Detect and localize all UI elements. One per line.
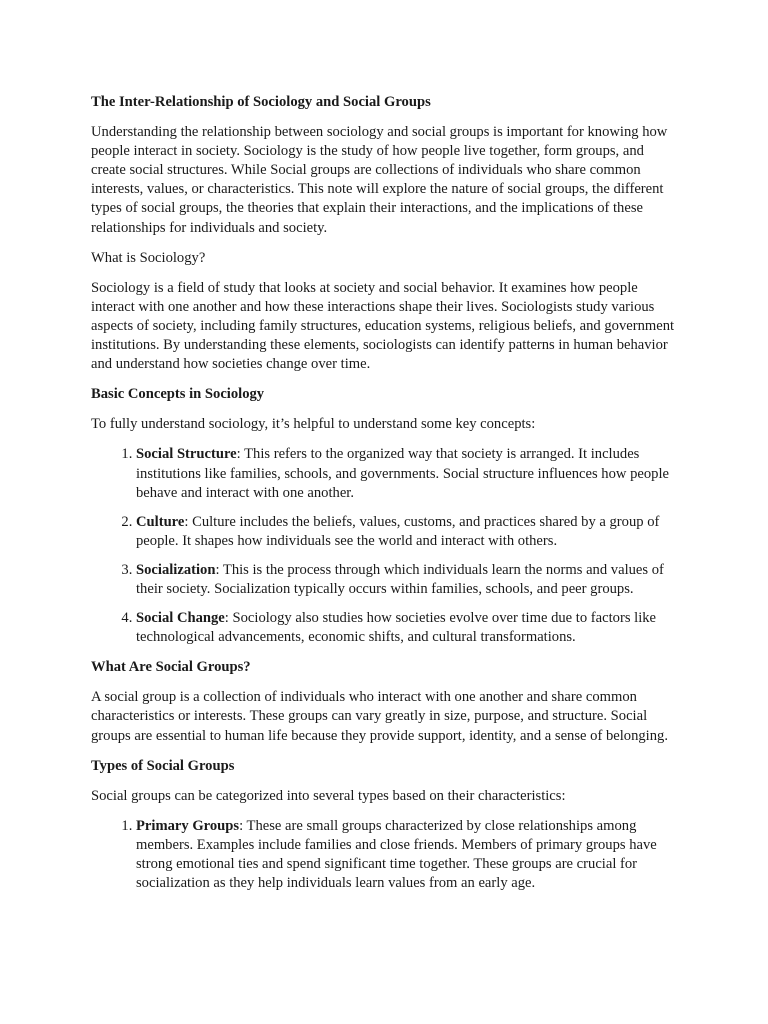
concept-desc: : This is the process through which individuals learn the norms and values of their society. Socialization typically occurs within families, schools, and peer groups. xyxy=(136,561,664,597)
concept-desc: : Sociology also studies how societies evolve over time due to factors like technological advancements, economic shifts, and cultural transformations. xyxy=(136,610,657,646)
what-is-sociology-heading: What is Sociology? xyxy=(91,249,206,266)
list-item xyxy=(136,445,681,502)
social-groups-heading: What Are Social Groups? xyxy=(91,659,251,676)
concept-desc: : This refers to the organized way that society is arranged. It includes institutions like families, schools, and governments. Social structure influences how people behave and interact with one another. xyxy=(136,446,669,501)
list-item xyxy=(136,817,681,893)
document-title: The Inter-Relationship of Sociology and Social Groups xyxy=(91,94,431,110)
list-item xyxy=(136,513,681,551)
document-page xyxy=(91,93,681,904)
what-is-sociology-paragraph: Sociology is a field of study that looks at society and social behavior. It examines how people interact with one another and how these interactions shape their lives. Sociologists study various aspects of society, including family structures, education systems, religious beliefs, and government institutions. By understanding these elements, sociologists can identify patterns in human behavior and understand how societies change over time. xyxy=(91,279,675,373)
type-term: Primary Groups xyxy=(136,817,240,834)
basic-concepts-heading: Basic Concepts in Sociology xyxy=(91,386,265,403)
concept-term: Socialization xyxy=(136,561,216,578)
concept-desc: : Culture includes the beliefs, values, customs, and practices shared by a group of people. It shapes how individuals see the world and interact with others. xyxy=(136,513,660,549)
intro-paragraph: Understanding the relationship between sociology and social groups is important for knowing how people interact in society. Sociology is the study of how people live together, form groups, and create social structures. While Social groups are collections of individuals who share common interests, values, or characteristics. This note will explore the nature of social groups, the different types of social groups, the theories that explain their interactions, and the implications of these relationships for individuals and society. xyxy=(91,124,668,236)
types-heading: Types of Social Groups xyxy=(91,757,235,774)
social-groups-paragraph: A social group is a collection of individuals who interact with one another and share common characteristics or interests. These groups can vary greatly in size, purpose, and structure. Social groups are essential to human life because they provide support, identity, and a sense of belonging. xyxy=(91,689,668,744)
list-item xyxy=(136,609,681,647)
concept-term: Social Change xyxy=(136,610,225,627)
list-item xyxy=(136,561,681,599)
basic-concepts-intro: To fully understand sociology, it’s helpful to understand some key concepts: xyxy=(91,416,536,433)
concept-term: Culture xyxy=(136,513,185,530)
types-list xyxy=(91,817,681,893)
type-desc: : These are small groups characterized by close relationships among members. Examples include families and close friends. Members of primary groups have strong emotional ties and spend significant time together. These groups are crucial for socialization as they help individuals learn values from an early age. xyxy=(136,817,657,892)
concept-term: Social Structure xyxy=(136,446,237,463)
concepts-list xyxy=(91,445,681,647)
types-intro: Social groups can be categorized into several types based on their characteristics: xyxy=(91,787,566,804)
